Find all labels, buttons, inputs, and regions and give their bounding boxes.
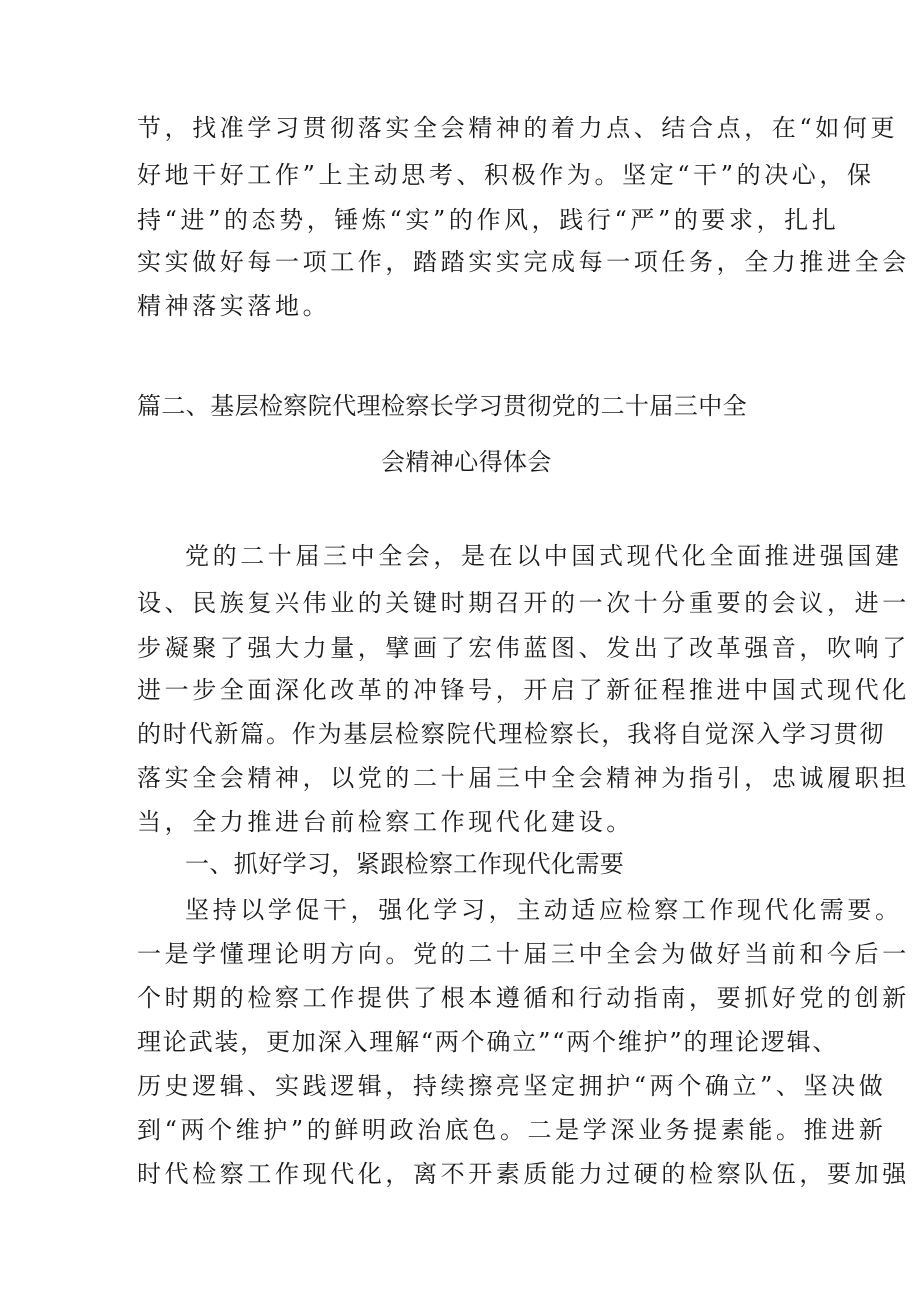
paragraph-line: 落实全会精神，以党的二十届三中全会精神为指引，忠诚履职担 xyxy=(137,764,910,792)
intro-line: 精神落实落地。 xyxy=(137,292,331,320)
intro-line: 持“进”的态势，锤炼“实”的作风，践行“严”的要求，扎扎 xyxy=(137,206,840,234)
paragraph-line: 一是学懂理论明方向。党的二十届三中全会为做好当前和今后一 xyxy=(137,940,910,968)
paragraph-line: 当，全力推进台前检察工作现代化建设。 xyxy=(137,808,634,836)
intro-line: 节，找准学习贯彻落实全会精神的着力点、结合点，在“如何更 xyxy=(137,114,899,142)
intro-line: 好地干好工作”上主动思考、积极作为。坚定“干”的决心，保 xyxy=(137,161,875,189)
paragraph-line: 党的二十届三中全会，是在以中国式现代化全面推进强国建 xyxy=(185,542,903,570)
article-title-line1: 篇二、基层检察院代理检察长学习贯彻党的二十届三中全 xyxy=(137,392,747,420)
paragraph-line: 的时代新篇。作为基层检察院代理检察长，我将自觉深入学习贯彻 xyxy=(137,720,886,748)
section-heading: 一、抓好学习，紧跟检察工作现代化需要 xyxy=(185,850,625,878)
article-title-line2: 会精神心得体会 xyxy=(381,448,552,476)
paragraph-line: 坚持以学促干，强化学习，主动适应检察工作现代化需要。 xyxy=(185,896,903,924)
paragraph-line: 进一步全面深化改革的冲锋号，开启了新征程推进中国式现代化 xyxy=(137,676,910,704)
intro-line: 实实做好每一项工作，踏踏实实完成每一项任务，全力推进全会 xyxy=(137,248,910,276)
paragraph-line: 个时期的检察工作提供了根本遵循和行动指南，要抓好党的创新 xyxy=(137,984,910,1012)
paragraph-line: 理论武装，更加深入理解“两个确立”“两个维护”的理论逻辑、 xyxy=(137,1028,839,1056)
paragraph-line: 时代检察工作现代化，离不开素质能力过硬的检察队伍，要加强 xyxy=(137,1160,910,1188)
paragraph-line: 设、民族复兴伟业的关键时期召开的一次十分重要的会议，进一 xyxy=(137,589,910,617)
paragraph-line: 到“两个维护”的鲜明政治底色。二是学深业务提素能。推进新 xyxy=(137,1116,887,1144)
paragraph-line: 历史逻辑、实践逻辑，持续擦亮坚定拥护“两个确立”、坚决做 xyxy=(137,1072,887,1100)
paragraph-line: 步凝聚了强大力量，擘画了宏伟蓝图、发出了改革强音，吹响了 xyxy=(137,634,910,662)
